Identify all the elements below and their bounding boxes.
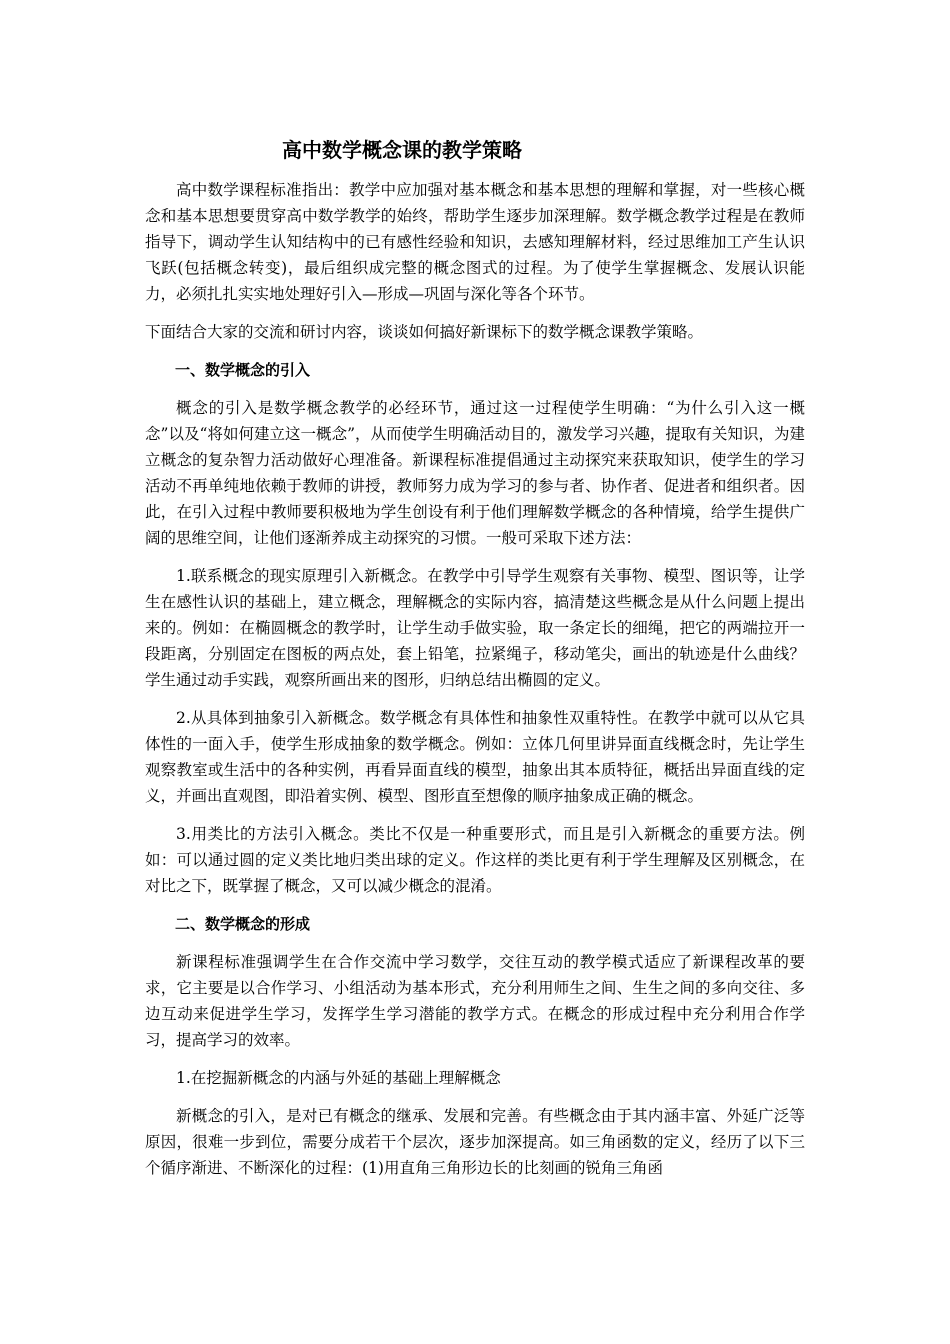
- document-body: [145, 177, 805, 1193]
- section-1-item-3: 3.用类比的方法引入概念。类比不仅是一种重要形式，而且是引入新概念的重要方法。例如：可以通过圆的定义类比地归类出球的定义。作这样的类比更有利于学生理解及区别概念，在对比之下，既掌握了概念，又可以减少概念的混淆。: [145, 825, 805, 895]
- document-title: 高中数学概念课的教学策略: [282, 138, 522, 162]
- intro-paragraph: 高中数学课程标准指出：教学中应加强对基本概念和基本思想的理解和掌握，对一些核心概念和基本思想要贯穿高中数学教学的始终，帮助学生逐步加深理解。数学概念教学过程是在教师指导下，调动学生认知结构中的已有感性经验和知识，去感知理解材料，经过思维加工产生认识飞跃(包括概念转变)，最后组织成完整的概念图式的过程。为了使学生掌握概念、发展认识能力，必须扎扎实实地处理好引入—形成—巩固与深化等各个环节。: [145, 181, 805, 303]
- section-1-item-1: 1.联系概念的现实原理引入新概念。在教学中引导学生观察有关事物、模型、图识等，让学生在感性认识的基础上，建立概念，理解概念的实际内容，搞清楚这些概念是从什么问题上提出来的。例如：在椭圆概念的教学时，让学生动手做实验，取一条定长的细绳，把它的两端拉开一段距离，分别固定在图板的两点处，套上铅笔，拉紧绳子，移动笔尖，画出的轨迹是什么曲线？学生通过动手实践，观察所画出来的图形，归纳总结出椭圆的定义。: [145, 567, 805, 689]
- section-1-item-2: 2.从具体到抽象引入新概念。数学概念有具体性和抽象性双重特性。在教学中就可以从它具体性的一面入手，使学生形成抽象的数学概念。例如：立体几何里讲异面直线概念时，先让学生观察教室或生活中的各种实例，再看异面直线的模型，抽象出其本质特征，概括出异面直线的定义，并画出直观图，即沿着实例、模型、图形直至想像的顺序抽象成正确的概念。: [145, 709, 805, 805]
- section-2-heading: 二、数学概念的形成: [175, 915, 311, 933]
- intro-followup-paragraph: 下面结合大家的交流和研讨内容，谈谈如何搞好新课标下的数学概念课教学策略。: [145, 323, 704, 341]
- section-2-item-1-heading: 1.在挖掘新概念的内涵与外延的基础上理解概念: [176, 1069, 501, 1087]
- section-1-paragraph: 概念的引入是数学概念教学的必经环节，通过这一过程使学生明确：“为什么引入这一概念”以及“将如何建立这一概念”，从而使学生明确活动目的，激发学习兴趣，提取有关知识，为建立概念的复杂智力活动做好心理准备。新课程标准提倡通过主动探究来获取知识，使学生的学习活动不再单纯地依赖于教师的讲授，教师努力成为学习的参与者、协作者、促进者和组织者。因此，在引入过程中教师要积极地为学生创设有利于他们理解数学概念的各种情境，给学生提供广阔的思维空间，让他们逐渐养成主动探究的习惯。一般可采取下述方法：: [145, 399, 805, 547]
- section-2-paragraph: 新课程标准强调学生在合作交流中学习数学，交往互动的教学模式适应了新课程改革的要求，它主要是以合作学习、小组活动为基本形式，充分利用师生之间、生生之间的多向交往、多边互动来促进学生学习，发挥学生学习潜能的教学方式。在概念的形成过程中充分利用合作学习，提高学习的效率。: [145, 953, 805, 1049]
- section-1-heading: 一、数学概念的引入: [175, 361, 311, 379]
- section-2-item-1-paragraph: 新概念的引入，是对已有概念的继承、发展和完善。有些概念由于其内涵丰富、外延广泛等原因，很难一步到位，需要分成若干个层次，逐步加深提高。如三角函数的定义，经历了以下三个循序渐进、不断深化的过程：(1)用直角三角形边长的比刻画的锐角三角函: [145, 1107, 805, 1177]
